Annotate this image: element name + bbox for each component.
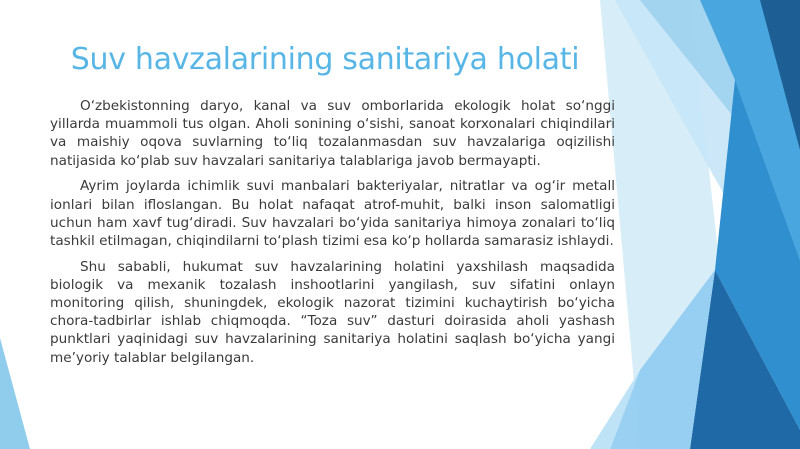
paragraph-2: Ayrim joylarda ichimlik suvi manbalari bakteriyalar, nitratlar va og‘ir metall ionlari bilan ifloslangan. Bu holat nafaqat atrof-muhit, balki inson salomatligi uchun ham xavf tug‘diradi. Suv havzalari bo‘yida sanitariya himoya zonalari to‘liq tashkil etilmagan, chiqindilarni to‘plash tizimi esa ko‘p hollarda samarasiz ishlaydi. (50, 178, 615, 249)
left-accent-shape (0, 338, 30, 449)
paragraph-1: O‘zbekistonning daryo, kanal va suv omborlarida ekologik holat so‘nggi yillarda muammoli tus olgan. Aholi sonining o‘sishi, sanoat korxonalari chiqindilari va maishiy oqova suvlarning to‘liq tozalanmasdan suv havzalariga oqizilishi natijasida ko‘plab suv havzalari sanitariya talablariga javob bermayapti. (50, 98, 615, 169)
slide-title: Suv havzalarining sanitariya holati (70, 42, 580, 77)
paragraph-3: Shu sababli, hukumat suv havzalarining holatini yaxshilash maqsadida biologik va mexanik tozalash inshootlarini yangilash, suv sifatini onlayn monitoring qilish, shuningdek, ekologik nazorat tizimini kuchaytirish bo‘yicha chora-tadbirlar ishlab chiqmoqda. “Toza suv” dasturi doirasida aholi yashash punktlari yaqinidagi suv havzalarining sanitariya holatini saqlash bo‘yicha yangi me’yoriy talablar belgilangan. (50, 258, 615, 366)
slide-body (50, 97, 615, 374)
